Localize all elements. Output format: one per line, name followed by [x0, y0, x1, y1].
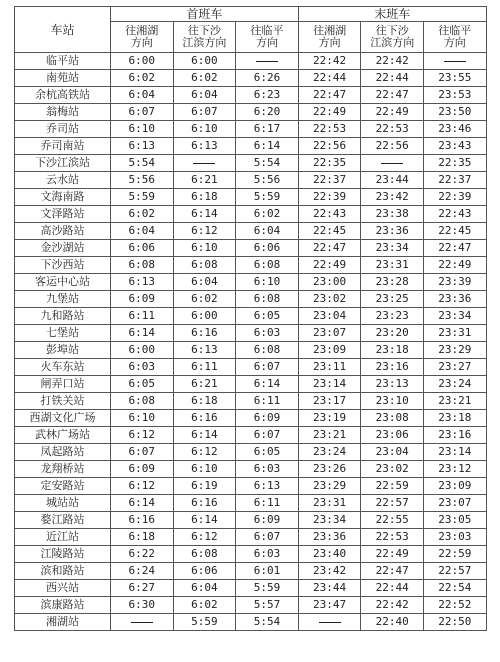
station-name: 武林广场站: [15, 427, 111, 444]
time-cell: 6:21: [173, 376, 236, 393]
time-cell: 6:04: [173, 87, 236, 104]
station-name: 西兴站: [15, 580, 111, 597]
time-cell: 22:42: [361, 597, 424, 614]
time-cell: 5:54: [236, 614, 299, 631]
table-row: [15, 189, 487, 206]
time-cell: 22:55: [361, 512, 424, 529]
time-cell: [361, 155, 424, 172]
time-cell: 6:13: [111, 274, 174, 291]
last-train-header: 末班车: [298, 7, 486, 22]
time-cell: 23:19: [298, 410, 361, 427]
table-row: [15, 121, 487, 138]
time-cell: 6:14: [111, 495, 174, 512]
station-name: 金沙湖站: [15, 240, 111, 257]
time-cell: 6:21: [173, 172, 236, 189]
time-cell: 6:07: [111, 104, 174, 121]
table-row: [15, 257, 487, 274]
time-cell: 22:35: [424, 155, 487, 172]
table-row: [15, 206, 487, 223]
station-name: 九堡站: [15, 291, 111, 308]
time-cell: 5:57: [236, 597, 299, 614]
time-cell: 5:56: [111, 172, 174, 189]
station-name: 下沙西站: [15, 257, 111, 274]
time-cell: 6:02: [236, 206, 299, 223]
station-name: 滨和路站: [15, 563, 111, 580]
time-cell: 23:00: [298, 274, 361, 291]
no-service-dash: [193, 163, 215, 164]
time-cell: 22:59: [361, 478, 424, 495]
time-cell: 6:08: [111, 393, 174, 410]
time-cell: 5:59: [173, 614, 236, 631]
table-row: [15, 495, 487, 512]
time-cell: 23:25: [361, 291, 424, 308]
table-row: [15, 359, 487, 376]
time-cell: 22:53: [361, 121, 424, 138]
station-name: 滨康路站: [15, 597, 111, 614]
table-row: [15, 461, 487, 478]
time-cell: 22:56: [298, 138, 361, 155]
time-cell: 6:12: [173, 444, 236, 461]
time-cell: 22:35: [298, 155, 361, 172]
time-cell: 22:45: [424, 223, 487, 240]
table-row: [15, 546, 487, 563]
time-cell: 23:24: [298, 444, 361, 461]
time-cell: 6:02: [173, 597, 236, 614]
time-cell: 22:44: [361, 580, 424, 597]
time-cell: 6:10: [173, 240, 236, 257]
time-cell: 6:10: [173, 121, 236, 138]
time-cell: 23:23: [361, 308, 424, 325]
time-cell: 6:14: [236, 376, 299, 393]
time-cell: 23:18: [361, 342, 424, 359]
time-cell: 6:13: [111, 138, 174, 155]
table-row: [15, 104, 487, 121]
time-cell: 6:09: [111, 461, 174, 478]
time-cell: 23:34: [298, 512, 361, 529]
table-row: [15, 410, 487, 427]
time-cell: 6:07: [236, 359, 299, 376]
time-cell: 6:03: [236, 546, 299, 563]
time-cell: 22:57: [424, 563, 487, 580]
time-cell: 22:49: [298, 257, 361, 274]
time-cell: 6:00: [173, 308, 236, 325]
time-cell: 23:18: [424, 410, 487, 427]
time-cell: 6:05: [236, 444, 299, 461]
time-cell: 6:06: [173, 563, 236, 580]
time-cell: 22:47: [361, 87, 424, 104]
time-cell: 23:44: [361, 172, 424, 189]
time-cell: 6:00: [111, 53, 174, 70]
time-cell: 23:53: [424, 87, 487, 104]
time-cell: 6:18: [173, 189, 236, 206]
time-cell: 23:42: [298, 563, 361, 580]
time-cell: 23:11: [298, 359, 361, 376]
time-cell: 23:16: [424, 427, 487, 444]
station-name: 江陵路站: [15, 546, 111, 563]
table-row: [15, 376, 487, 393]
time-cell: 6:00: [111, 342, 174, 359]
time-cell: 6:08: [236, 257, 299, 274]
time-cell: 22:45: [298, 223, 361, 240]
time-cell: 23:14: [298, 376, 361, 393]
time-cell: 23:20: [361, 325, 424, 342]
time-cell: 6:07: [236, 427, 299, 444]
time-cell: 23:26: [298, 461, 361, 478]
no-service-dash: [319, 622, 341, 623]
time-cell: 22:49: [361, 104, 424, 121]
time-cell: 6:07: [236, 529, 299, 546]
station-name: 龙翔桥站: [15, 461, 111, 478]
time-cell: 22:57: [361, 495, 424, 512]
time-cell: [424, 53, 487, 70]
time-cell: 6:08: [111, 257, 174, 274]
time-cell: 22:42: [298, 53, 361, 70]
time-cell: 23:02: [298, 291, 361, 308]
time-cell: 6:07: [111, 444, 174, 461]
time-cell: 23:14: [424, 444, 487, 461]
table-row: [15, 53, 487, 70]
time-cell: 23:04: [298, 308, 361, 325]
time-cell: 6:20: [236, 104, 299, 121]
time-cell: 6:02: [111, 70, 174, 87]
time-cell: 6:03: [236, 461, 299, 478]
time-cell: 6:09: [111, 291, 174, 308]
time-cell: 22:49: [361, 546, 424, 563]
time-cell: 23:21: [424, 393, 487, 410]
table-row: [15, 223, 487, 240]
time-cell: 6:09: [236, 512, 299, 529]
time-cell: 23:27: [424, 359, 487, 376]
table-row: [15, 291, 487, 308]
time-cell: 6:08: [236, 342, 299, 359]
time-cell: 6:18: [111, 529, 174, 546]
time-cell: 6:30: [111, 597, 174, 614]
time-cell: 6:08: [173, 257, 236, 274]
time-cell: 22:47: [361, 563, 424, 580]
direction-header: 往临平 方向: [424, 22, 487, 53]
timetable-container: [14, 6, 486, 631]
time-cell: 23:31: [298, 495, 361, 512]
direction-header: 往湘湖 方向: [111, 22, 174, 53]
time-cell: 22:47: [298, 240, 361, 257]
time-cell: 6:14: [111, 325, 174, 342]
station-name: 定安路站: [15, 478, 111, 495]
time-cell: 23:21: [298, 427, 361, 444]
time-cell: 23:13: [361, 376, 424, 393]
time-cell: 23:29: [424, 342, 487, 359]
time-cell: 23:16: [361, 359, 424, 376]
time-cell: 23:24: [424, 376, 487, 393]
time-cell: 23:39: [424, 274, 487, 291]
time-cell: 23:29: [298, 478, 361, 495]
time-cell: 6:12: [173, 223, 236, 240]
time-cell: 22:56: [361, 138, 424, 155]
time-cell: 6:13: [173, 138, 236, 155]
direction-header: 往下沙 江滨方向: [173, 22, 236, 53]
time-cell: 23:05: [424, 512, 487, 529]
time-cell: 22:42: [361, 53, 424, 70]
time-cell: 6:07: [173, 104, 236, 121]
time-cell: 6:13: [173, 342, 236, 359]
time-cell: 6:10: [236, 274, 299, 291]
table-row: [15, 478, 487, 495]
no-service-dash: [131, 622, 153, 623]
time-cell: 5:54: [236, 155, 299, 172]
no-service-dash: [381, 163, 403, 164]
time-cell: 6:12: [111, 427, 174, 444]
time-cell: [111, 614, 174, 631]
time-cell: 6:03: [236, 325, 299, 342]
station-name: 翁梅站: [15, 104, 111, 121]
time-cell: 22:53: [361, 529, 424, 546]
table-row: [15, 240, 487, 257]
station-name: 凤起路站: [15, 444, 111, 461]
time-cell: 23:04: [361, 444, 424, 461]
table-row: [15, 427, 487, 444]
station-name: 文海南路: [15, 189, 111, 206]
time-cell: 22:37: [298, 172, 361, 189]
time-cell: 6:17: [236, 121, 299, 138]
time-cell: 22:39: [424, 189, 487, 206]
direction-header: 往临平 方向: [236, 22, 299, 53]
station-name: 南苑站: [15, 70, 111, 87]
time-cell: 23:31: [424, 325, 487, 342]
time-cell: 6:06: [236, 240, 299, 257]
time-cell: 6:08: [173, 546, 236, 563]
time-cell: 6:11: [173, 359, 236, 376]
table-row: [15, 529, 487, 546]
time-cell: 6:18: [173, 393, 236, 410]
table-row: [15, 325, 487, 342]
table-row: [15, 172, 487, 189]
station-name: 客运中心站: [15, 274, 111, 291]
station-name: 西湖文化广场: [15, 410, 111, 427]
time-cell: 6:11: [236, 393, 299, 410]
time-cell: 6:00: [173, 53, 236, 70]
time-cell: 5:59: [236, 189, 299, 206]
time-cell: [236, 53, 299, 70]
time-cell: 6:16: [173, 325, 236, 342]
time-cell: 6:05: [236, 308, 299, 325]
time-cell: 23:46: [424, 121, 487, 138]
time-cell: 22:39: [298, 189, 361, 206]
table-row: [15, 512, 487, 529]
time-cell: 5:59: [236, 580, 299, 597]
time-cell: 6:26: [236, 70, 299, 87]
time-cell: 23:28: [361, 274, 424, 291]
table-row: [15, 308, 487, 325]
time-cell: 6:04: [111, 87, 174, 104]
table-row: [15, 274, 487, 291]
time-cell: 23:55: [424, 70, 487, 87]
station-header: 车站: [15, 7, 111, 53]
time-cell: 22:37: [424, 172, 487, 189]
station-name: 闸弄口站: [15, 376, 111, 393]
time-cell: 6:04: [236, 223, 299, 240]
time-cell: 6:06: [111, 240, 174, 257]
timetable: [14, 6, 487, 631]
station-name: 九和路站: [15, 308, 111, 325]
time-cell: 6:19: [173, 478, 236, 495]
time-cell: 6:11: [111, 308, 174, 325]
time-cell: 23:09: [298, 342, 361, 359]
time-cell: 6:27: [111, 580, 174, 597]
table-row: [15, 444, 487, 461]
no-service-dash: [256, 61, 278, 62]
time-cell: 6:14: [173, 206, 236, 223]
time-cell: 22:43: [424, 206, 487, 223]
time-cell: 23:03: [424, 529, 487, 546]
time-cell: 23:09: [424, 478, 487, 495]
time-cell: 6:14: [236, 138, 299, 155]
time-cell: 23:36: [298, 529, 361, 546]
time-cell: 6:14: [173, 427, 236, 444]
time-cell: 23:50: [424, 104, 487, 121]
station-name: 乔司南站: [15, 138, 111, 155]
time-cell: 23:34: [361, 240, 424, 257]
time-cell: 22:59: [424, 546, 487, 563]
time-cell: 23:34: [424, 308, 487, 325]
time-cell: 6:16: [173, 410, 236, 427]
time-cell: [298, 614, 361, 631]
table-row: [15, 87, 487, 104]
time-cell: 22:52: [424, 597, 487, 614]
time-cell: 22:54: [424, 580, 487, 597]
table-row: [15, 597, 487, 614]
time-cell: 6:02: [173, 291, 236, 308]
table-row: [15, 563, 487, 580]
time-cell: 23:36: [424, 291, 487, 308]
time-cell: 6:04: [173, 580, 236, 597]
time-cell: 23:17: [298, 393, 361, 410]
time-cell: 6:16: [173, 495, 236, 512]
time-cell: 22:50: [424, 614, 487, 631]
time-cell: 23:36: [361, 223, 424, 240]
time-cell: 22:44: [361, 70, 424, 87]
time-cell: 5:56: [236, 172, 299, 189]
time-cell: 6:05: [111, 376, 174, 393]
station-name: 近江站: [15, 529, 111, 546]
station-name: 文泽路站: [15, 206, 111, 223]
station-name: 云水站: [15, 172, 111, 189]
station-name: 临平站: [15, 53, 111, 70]
station-name: 婺江路站: [15, 512, 111, 529]
station-name: 七堡站: [15, 325, 111, 342]
time-cell: 6:14: [173, 512, 236, 529]
station-name: 火车东站: [15, 359, 111, 376]
direction-header: 往下沙 江滨方向: [361, 22, 424, 53]
time-cell: 6:16: [111, 512, 174, 529]
time-cell: 23:08: [361, 410, 424, 427]
time-cell: 22:47: [298, 87, 361, 104]
time-cell: 23:44: [298, 580, 361, 597]
time-cell: 23:10: [361, 393, 424, 410]
time-cell: 22:43: [298, 206, 361, 223]
station-name: 湘湖站: [15, 614, 111, 631]
direction-header: 往湘湖 方向: [298, 22, 361, 53]
time-cell: 6:22: [111, 546, 174, 563]
table-row: [15, 70, 487, 87]
station-name: 打铁关站: [15, 393, 111, 410]
time-cell: 22:53: [298, 121, 361, 138]
station-name: 乔司站: [15, 121, 111, 138]
first-train-header: 首班车: [111, 7, 299, 22]
time-cell: 6:12: [111, 478, 174, 495]
timetable-body: [15, 53, 487, 631]
table-row: [15, 138, 487, 155]
table-row: [15, 614, 487, 631]
time-cell: [173, 155, 236, 172]
time-cell: 6:10: [173, 461, 236, 478]
time-cell: 23:43: [424, 138, 487, 155]
time-cell: 22:47: [424, 240, 487, 257]
time-cell: 22:44: [298, 70, 361, 87]
time-cell: 6:04: [111, 223, 174, 240]
station-name: 城站站: [15, 495, 111, 512]
time-cell: 6:23: [236, 87, 299, 104]
time-cell: 6:01: [236, 563, 299, 580]
time-cell: 6:12: [173, 529, 236, 546]
station-name: 余杭高铁站: [15, 87, 111, 104]
time-cell: 23:40: [298, 546, 361, 563]
table-row: [15, 342, 487, 359]
time-cell: 5:59: [111, 189, 174, 206]
time-cell: 23:07: [424, 495, 487, 512]
table-row: [15, 580, 487, 597]
time-cell: 22:49: [424, 257, 487, 274]
time-cell: 22:40: [361, 614, 424, 631]
time-cell: 23:47: [298, 597, 361, 614]
station-name: 彭埠站: [15, 342, 111, 359]
time-cell: 23:38: [361, 206, 424, 223]
station-name: 高沙路站: [15, 223, 111, 240]
time-cell: 6:24: [111, 563, 174, 580]
time-cell: 6:09: [236, 410, 299, 427]
time-cell: 6:02: [173, 70, 236, 87]
time-cell: 23:06: [361, 427, 424, 444]
time-cell: 23:07: [298, 325, 361, 342]
table-row: [15, 155, 487, 172]
time-cell: 5:54: [111, 155, 174, 172]
time-cell: 23:02: [361, 461, 424, 478]
time-cell: 23:42: [361, 189, 424, 206]
no-service-dash: [444, 61, 466, 62]
time-cell: 23:12: [424, 461, 487, 478]
time-cell: 6:11: [236, 495, 299, 512]
station-name: 下沙江滨站: [15, 155, 111, 172]
time-cell: 6:13: [236, 478, 299, 495]
time-cell: 6:04: [173, 274, 236, 291]
time-cell: 6:02: [111, 206, 174, 223]
time-cell: 6:10: [111, 410, 174, 427]
time-cell: 6:08: [236, 291, 299, 308]
table-row: [15, 393, 487, 410]
time-cell: 6:10: [111, 121, 174, 138]
time-cell: 22:49: [298, 104, 361, 121]
time-cell: 6:03: [111, 359, 174, 376]
time-cell: 23:31: [361, 257, 424, 274]
